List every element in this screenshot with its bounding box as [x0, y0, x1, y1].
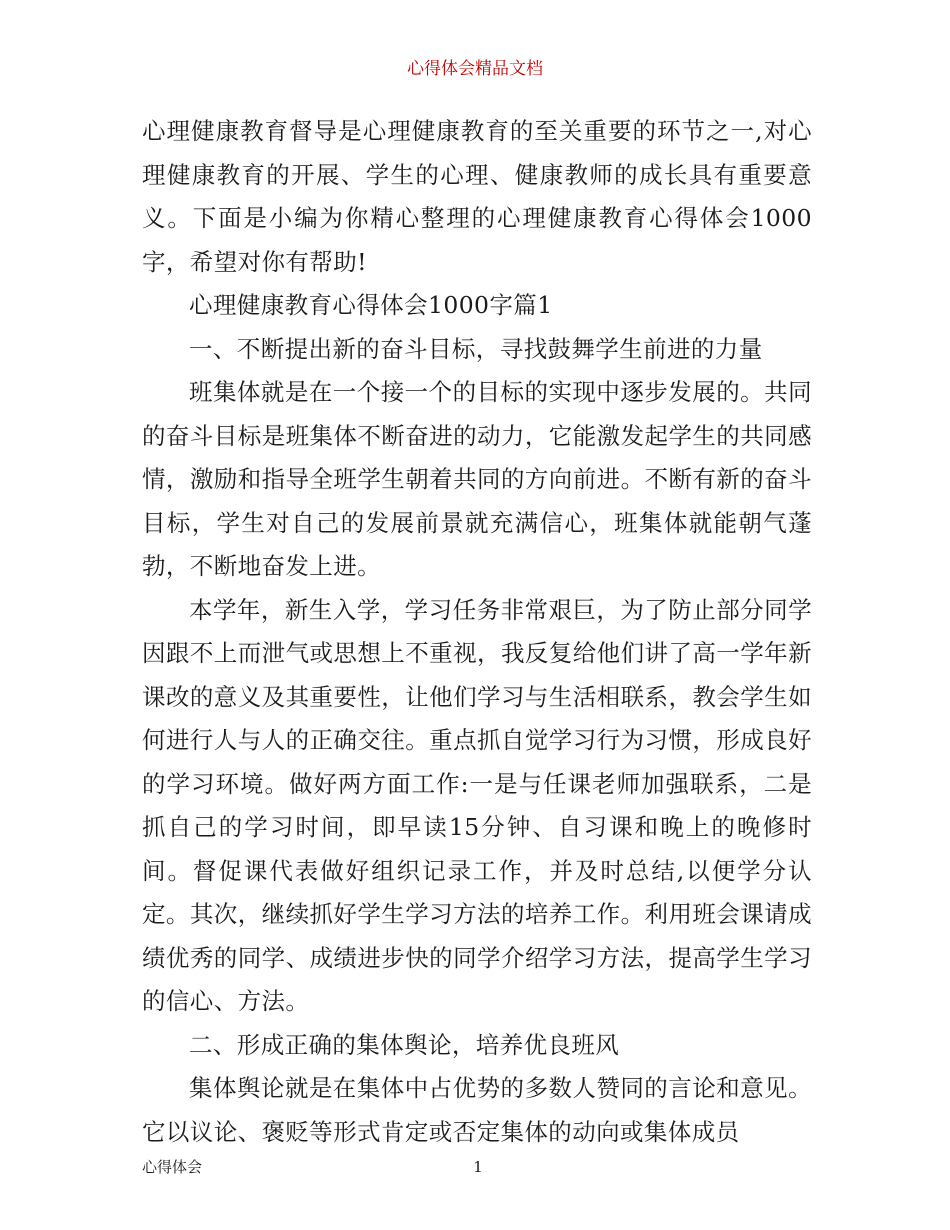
body-paragraph: 本学年，新生入学，学习任务非常艰巨，为了防止部分同学因跟不上而泄气或思想上不重视，我反复给他们讲了高一学年新课改的意义及其重要性，让他们学习与生活相联系，教会学生如何进行人与人的正确交往。重点抓自觉学习行为习惯，形成良好的学习环境。做好两方面工作:一是与任课老师加强联系，二是抓自己的学习时间，即早读15分钟、自习课和晚上的晚修时间。督促课代表做好组织记录工作，并及时总结,以便学分认定。其次，继续抓好学生学习方法的培养工作。利用班会课请成绩优秀的同学、成绩进步快的同学介绍学习方法，提高学生学习的信心、方法。 [142, 595, 812, 1015]
page-header-title: 心得体会精品文档 [407, 59, 543, 79]
page-number: 1 [473, 1158, 483, 1176]
footer-label: 心得体会 [142, 1158, 203, 1176]
body-paragraph: 班集体就是在一个接一个的目标的实现中逐步发展的。共同的奋斗目标是班集体不断奋进的动力，它能激发起学生的共同感情，激励和指导全班学生朝着共同的方向前进。不断有新的奋斗目标，学生对自己的发展前景就充满信心，班集体就能朝气蓬勃，不断地奋发上进。 [142, 378, 812, 580]
document-body [142, 110, 812, 1154]
body-paragraph: 集体舆论就是在集体中占优势的多数人赞同的言论和意见。它以议论、褒贬等形式肯定或否定集体的动向或集体成员 [142, 1074, 812, 1146]
section-heading-1: 一、不断提出新的奋斗目标，寻找鼓舞学生前进的力量 [189, 334, 763, 363]
intro-paragraph: 心理健康教育督导是心理健康教育的至关重要的环节之一,对心理健康教育的开展、学生的心理、健康教师的成长具有重要意义。下面是小编为你精心整理的心理健康教育心得体会1000字，希望对你有帮助! [142, 117, 812, 276]
section-heading-2: 二、形成正确的集体舆论，培养优良班风 [189, 1030, 620, 1059]
article-title: 心理健康教育心得体会1000字篇1 [189, 291, 553, 319]
